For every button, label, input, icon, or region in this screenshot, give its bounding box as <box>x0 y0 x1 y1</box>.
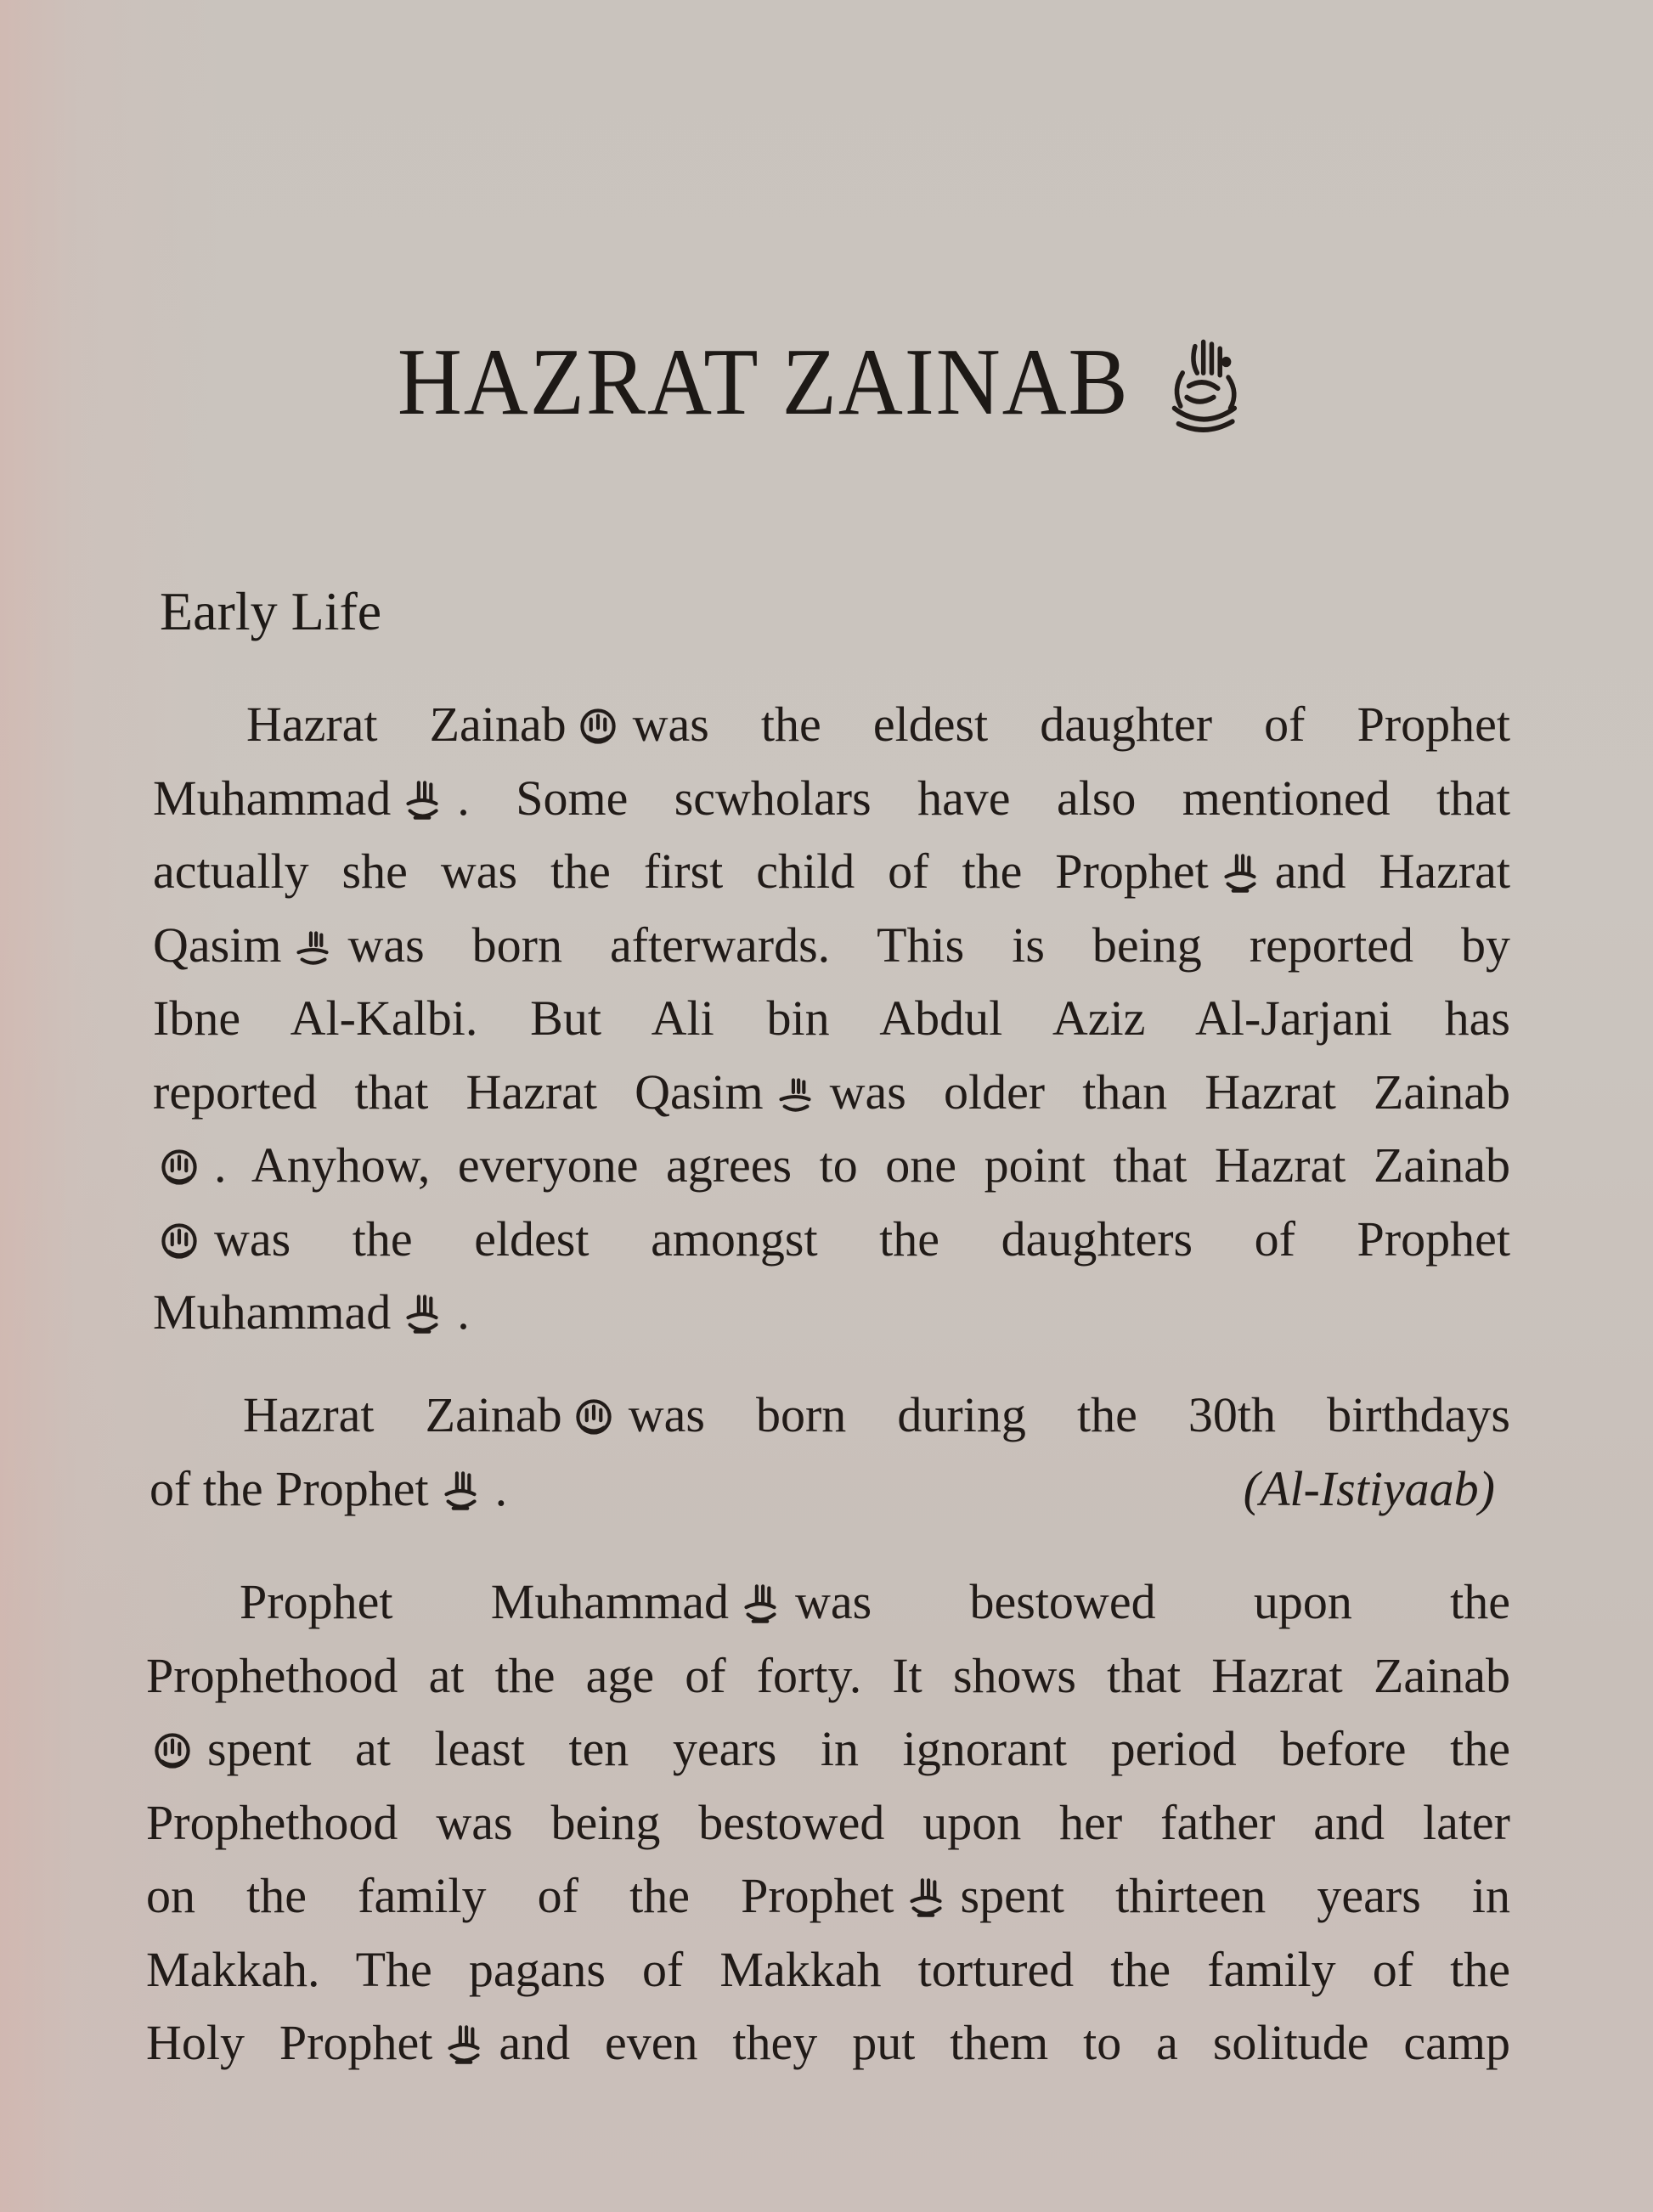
sallallahu-alaihi-wasallam-icon <box>900 1871 952 1924</box>
sallallahu-alaihi-wasallam-icon <box>434 1464 487 1517</box>
text-line: Holy Prophet and even they put them to a solitude camp <box>146 2015 1510 2070</box>
text-line: Makkah. The pagans of Makkah tortured the family of the <box>146 1941 1510 1997</box>
radiallahu-anha-icon <box>567 1391 620 1443</box>
sallallahu-alaihi-wasallam-icon <box>396 1288 449 1340</box>
text-line: . Anyhow, everyone agrees to one point that Hazrat Zainab <box>153 1129 1510 1203</box>
radiallahu-anhu-icon <box>286 921 339 973</box>
sallallahu-alaihi-wasallam-icon <box>396 774 449 827</box>
paragraph-2 <box>150 1379 1510 1526</box>
sallallahu-alaihi-wasallam-icon <box>734 1577 787 1630</box>
text-line: was the eldest amongst the daughters of Prophet <box>153 1203 1510 1277</box>
citation-source: (Al-Istiyaab) <box>1243 1460 1495 1516</box>
chapter-title <box>49 327 1603 439</box>
radiallahu-anha-icon <box>153 1215 206 1267</box>
radiallahu-anha-calligraphy-icon <box>1152 329 1255 439</box>
text-line: Hazrat Zainab was born during the 30th birthdays <box>243 1387 1510 1442</box>
chapter-title-text: HAZRAT ZAINAB <box>397 330 1130 435</box>
text-line: Muhammad . Some scwholars have also mentioned that <box>153 770 1510 826</box>
radiallahu-anhu-icon <box>769 1068 821 1120</box>
section-heading-early-life: Early Life <box>160 581 382 641</box>
text-line: Prophethood at the age of forty. It shows that Hazrat Zainab <box>146 1647 1510 1703</box>
text-line: spent at least ten years in ignorant period before the <box>146 1713 1510 1786</box>
text-line: Qasim was born afterwards. This is being reported by <box>153 917 1510 973</box>
radiallahu-anha-icon <box>146 1724 199 1777</box>
text-line: Prophet Muhammad was bestowed upon the <box>240 1574 1510 1629</box>
text-line: Hazrat Zainab was the eldest daughter of Prophet <box>246 697 1510 752</box>
text-line: Ibne Al-Kalbi. But Ali bin Abdul Aziz Al-Jarjani has <box>153 990 1510 1046</box>
text-line: of the Prophet . (Al-Istiyaab) <box>150 1453 1510 1526</box>
paragraph-1 <box>153 688 1510 1350</box>
text-line: Prophethood was being bestowed upon her father and later <box>146 1794 1510 1850</box>
radiallahu-anha-icon <box>572 700 624 753</box>
text-line: reported that Hazrat Qasim was older than Hazrat Zainab <box>153 1064 1510 1120</box>
paragraph-3 <box>146 1566 1510 2080</box>
radiallahu-anha-icon <box>153 1141 206 1193</box>
sallallahu-alaihi-wasallam-icon <box>437 2018 490 2071</box>
sallallahu-alaihi-wasallam-icon <box>1214 847 1267 900</box>
text-line: Muhammad . <box>153 1284 470 1340</box>
text-line: actually she was the first child of the Prophet and Hazrat <box>153 844 1510 899</box>
text-line: on the family of the Prophet spent thirteen years in <box>146 1868 1511 1923</box>
